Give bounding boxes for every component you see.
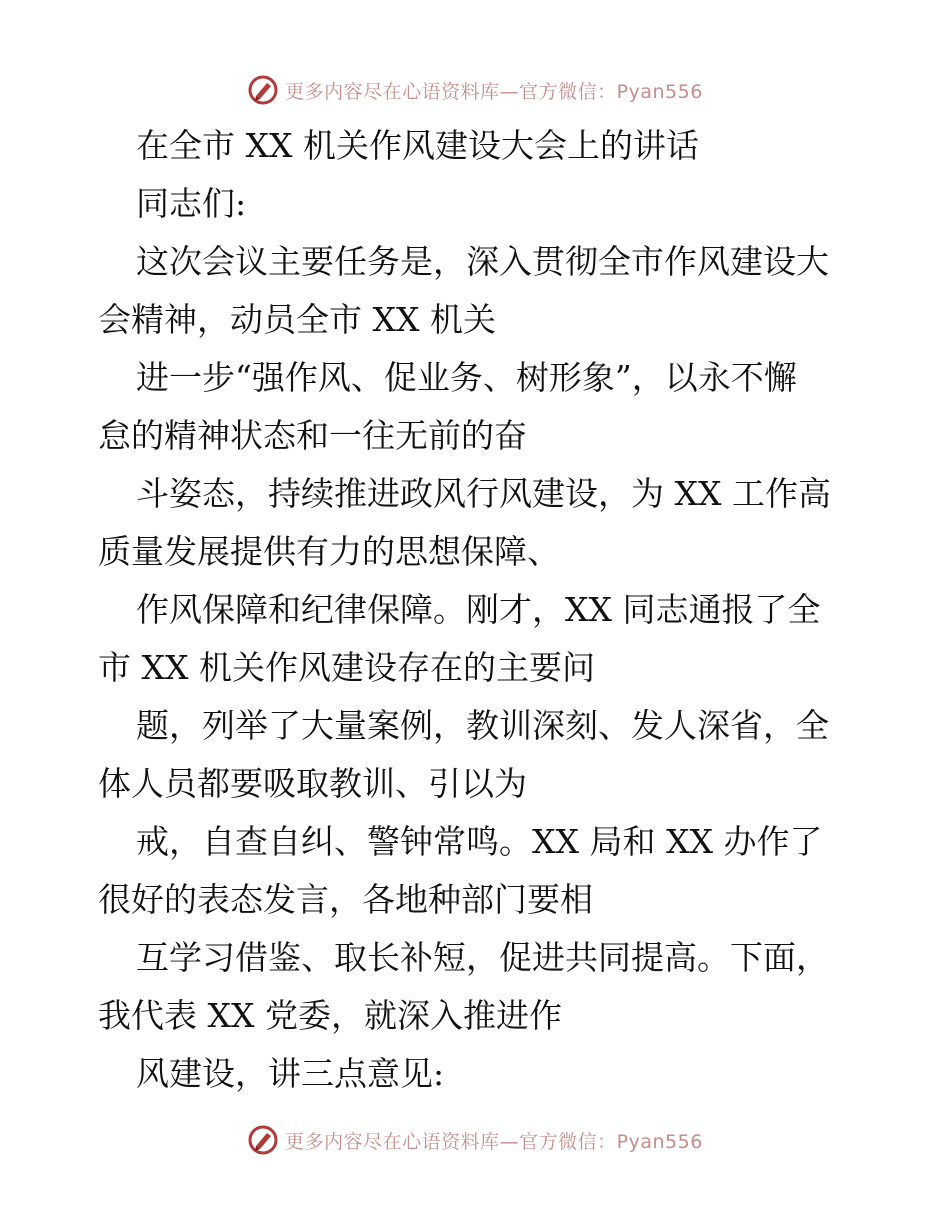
- text-line: 风建设，讲三点意见:: [136, 1054, 445, 1093]
- text-line: 题，列举了大量案例，教训深刻、发人深省，全: [136, 706, 829, 745]
- text-line: 作风保障和纪律保障。刚才，XX 同志通报了全: [136, 590, 821, 629]
- text-line: 怠的精神状态和一往无前的奋: [98, 416, 527, 455]
- watermark-text: 更多内容尽在心语资料库—官方微信：Pyan556: [285, 80, 703, 103]
- pen-logo-icon: [247, 74, 279, 106]
- text-line: 进一步“强作风、促业务、树形象”，以永不懈: [136, 358, 797, 397]
- text-line: 质量发展提供有力的思想保障、: [98, 532, 560, 571]
- text-line: 会精神，动员全市 XX 机关: [98, 300, 496, 339]
- text-line: 我代表 XX 党委，就深入推进作: [98, 996, 562, 1035]
- document-body: [98, 117, 858, 1103]
- text-line: 在全市 XX 机关作风建设大会上的讲话: [136, 126, 699, 165]
- text-line: 互学习借鉴、取长补短，促进共同提高。下面，: [136, 938, 829, 977]
- text-line: 戒，自查自纠、警钟常鸣。XX 局和 XX 办作了: [136, 822, 823, 861]
- text-line: 同志们:: [136, 184, 247, 223]
- text-line: 市 XX 机关作风建设存在的主要问: [98, 648, 595, 687]
- text-line: 斗姿态，持续推进政风行风建设，为 XX 工作高: [136, 474, 831, 513]
- header-watermark-banner: [0, 70, 950, 110]
- text-line: 很好的表态发言，各地种部门要相: [98, 880, 593, 919]
- footer-watermark-banner: [0, 1120, 950, 1160]
- watermark-text: 更多内容尽在心语资料库—官方微信：Pyan556: [285, 1130, 703, 1153]
- pen-logo-icon: [247, 1124, 279, 1156]
- text-line: 这次会议主要任务是，深入贯彻全市作风建设大: [136, 242, 829, 281]
- text-line: 体人员都要吸取教训、引以为: [98, 764, 527, 803]
